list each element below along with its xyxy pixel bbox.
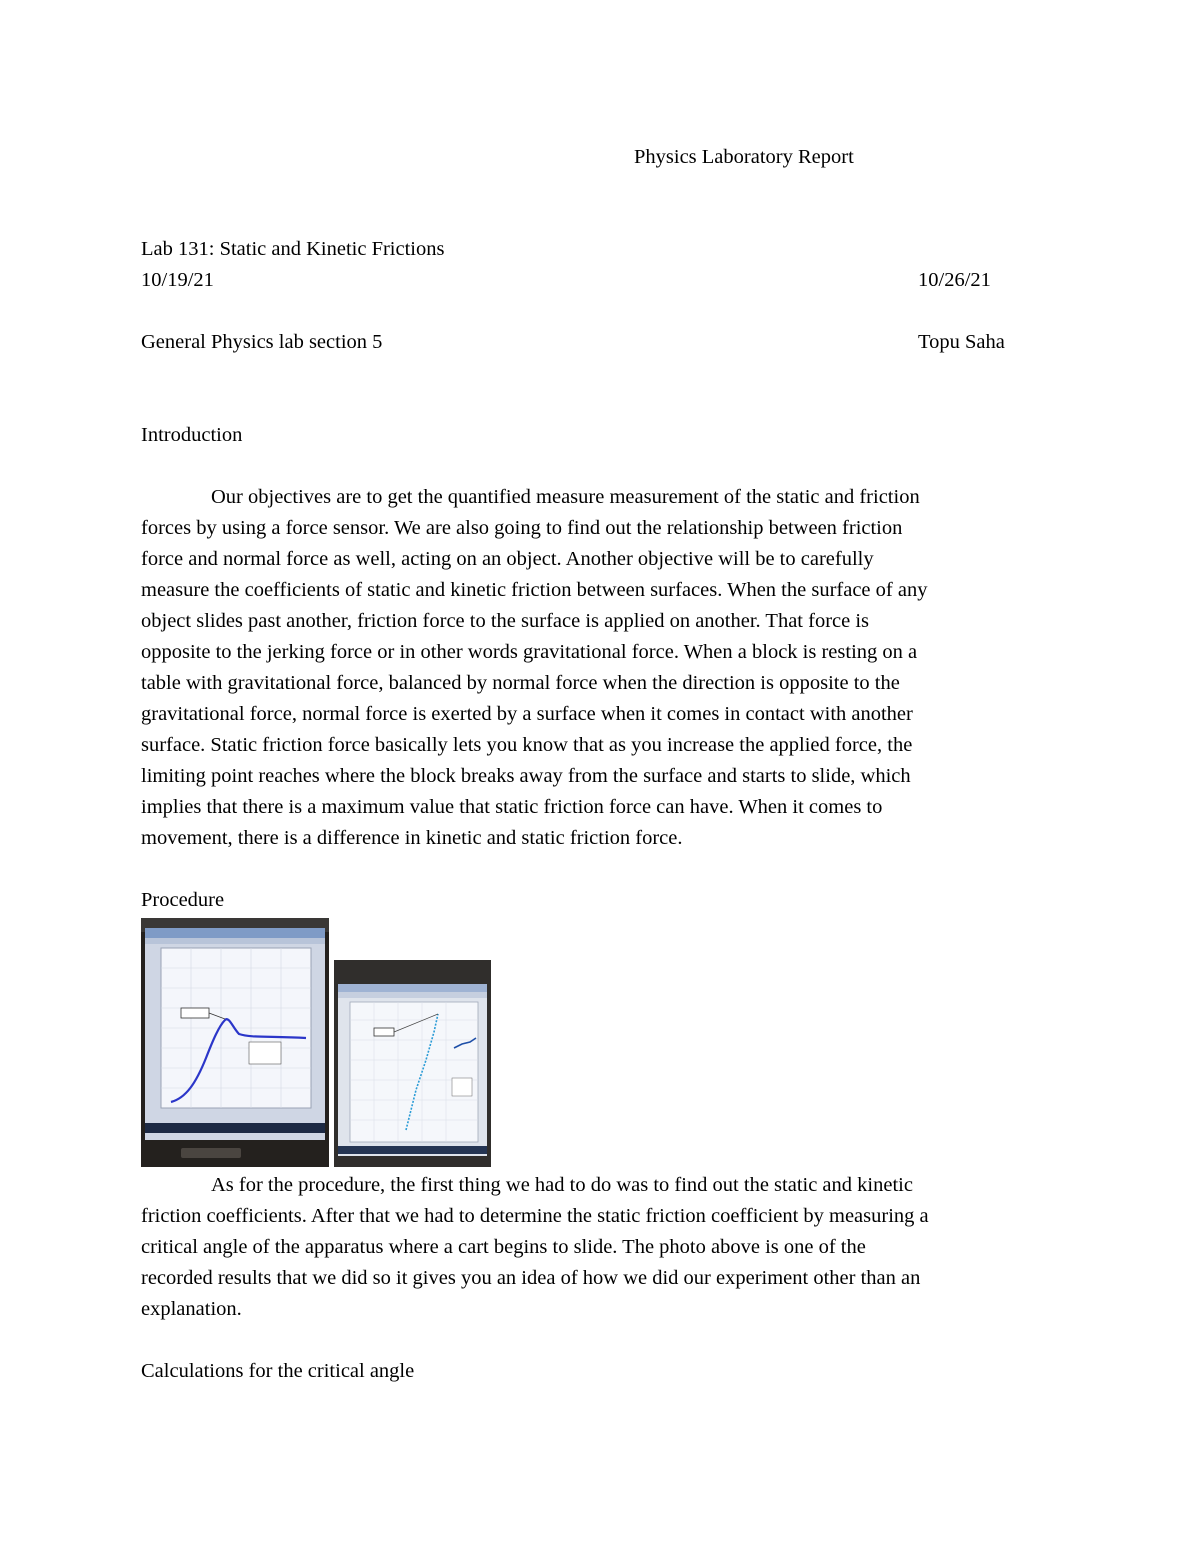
procedure-line: critical angle of the apparatus where a cart begins to slide. The photo above is one of the bbox=[141, 1236, 866, 1258]
procedure-line: recorded results that we did so it gives you an idea of how we did our experiment other than an bbox=[141, 1267, 921, 1289]
introduction-line: object slides past another, friction force to the surface is applied on another. That force is bbox=[141, 610, 870, 632]
monitor-photo-graphic bbox=[141, 918, 329, 1167]
introduction-line: movement, there is a difference in kinetic and static friction force. bbox=[141, 827, 683, 849]
introduction-line: forces by using a force sensor. We are also going to find out the relationship between friction bbox=[141, 517, 903, 539]
introduction-line: implies that there is a maximum value that static friction force can have. When it comes to bbox=[141, 796, 883, 818]
date-performed: 10/19/21 bbox=[141, 269, 214, 291]
lab-title: Lab 131: Static and Kinetic Frictions bbox=[141, 238, 445, 260]
procedure-heading: Procedure bbox=[141, 889, 225, 911]
introduction-line: opposite to the jerking force or in other words gravitational force. When a block is resting on a bbox=[141, 641, 918, 663]
introduction-line: limiting point reaches where the block breaks away from the surface and starts to slide, which bbox=[141, 765, 911, 787]
course-section: General Physics lab section 5 bbox=[141, 331, 383, 353]
procedure-paragraph bbox=[141, 1170, 1061, 1325]
calculations-heading: Calculations for the critical angle bbox=[141, 1360, 415, 1382]
introduction-line: Our objectives are to get the quantified measure measurement of the static and friction bbox=[211, 486, 920, 508]
author-name: Topu Saha bbox=[918, 331, 1005, 353]
procedure-line: As for the procedure, the first thing we had to do was to find out the static and kinetic bbox=[211, 1174, 913, 1196]
procedure-line: friction coefficients. After that we had to determine the static friction coefficient by measuring a bbox=[141, 1205, 929, 1227]
introduction-line: gravitational force, normal force is exerted by a surface when it comes in contact with another bbox=[141, 703, 913, 725]
introduction-line: surface. Static friction force basically lets you know that as you increase the applied force, the bbox=[141, 734, 913, 756]
experiment-photo-static-friction bbox=[141, 918, 329, 1167]
introduction-line: table with gravitational force, balanced by normal force when the direction is opposite to the bbox=[141, 672, 900, 694]
introduction-paragraph bbox=[141, 482, 1061, 854]
experiment-photo-kinetic-friction bbox=[334, 960, 491, 1167]
procedure-line: explanation. bbox=[141, 1298, 242, 1320]
date-submitted: 10/26/21 bbox=[918, 269, 991, 291]
introduction-line: force and normal force as well, acting on an object. Another objective will be to carefully bbox=[141, 548, 874, 570]
report-title: Physics Laboratory Report bbox=[634, 146, 854, 168]
introduction-heading: Introduction bbox=[141, 424, 243, 446]
introduction-line: measure the coefficients of static and kinetic friction between surfaces. When the surface of any bbox=[141, 579, 928, 601]
monitor-photo-graphic bbox=[334, 960, 491, 1167]
